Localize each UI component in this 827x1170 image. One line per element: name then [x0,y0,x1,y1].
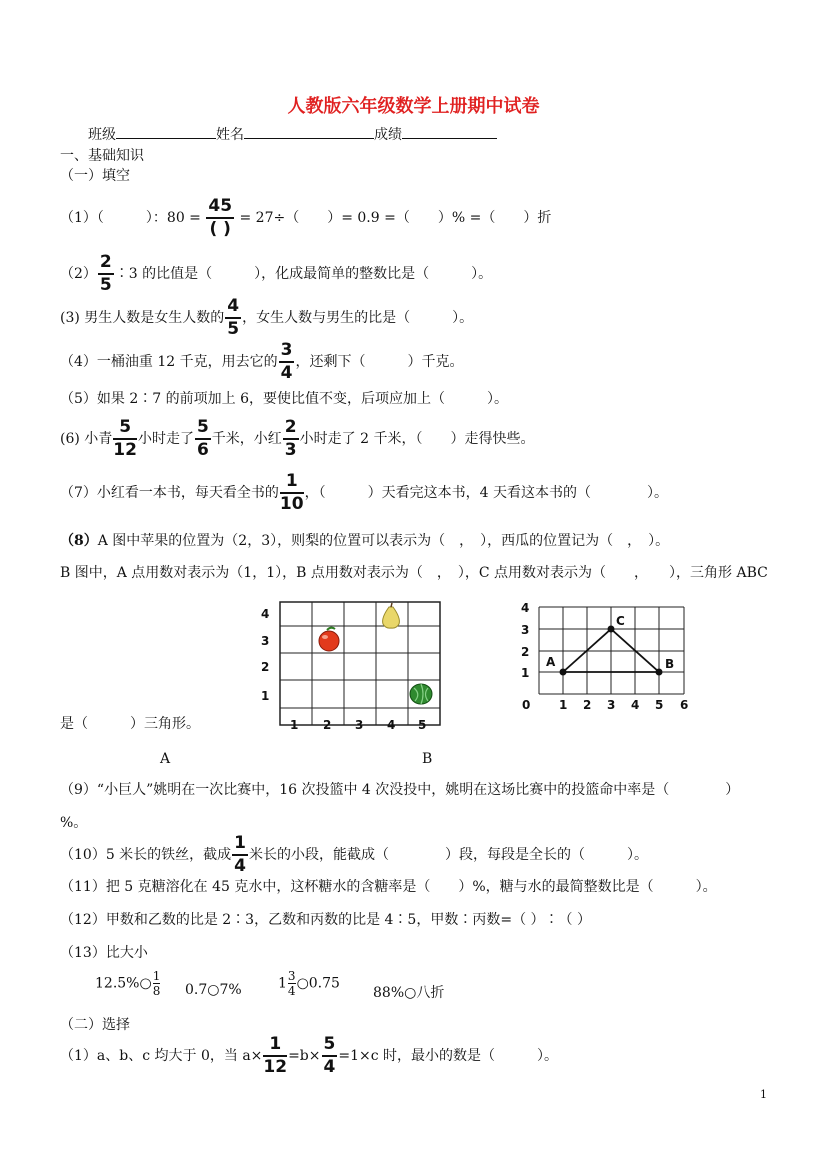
name-blank[interactable] [244,124,374,139]
grid-b-x-tick: 2 [583,698,592,712]
q2-fraction: $\frac{2}{5}$ [99,252,112,295]
page-title: 人教版六年级数学上册期中试卷 [287,96,540,117]
q3-fraction: $\frac{4}{5}$ [227,296,240,339]
q8-number: （8） [60,533,98,549]
caption-b: B [422,751,433,767]
grid-a-x-axis [290,718,450,732]
q7-text-b: ，（ ）天看完这本书，4 天看这本书的（ ）。 [304,485,668,501]
grid-b-x-tick: 0 [522,698,531,712]
grid-b-y-tick: 1 [521,666,530,680]
grid-b-x-tick: 1 [559,698,568,712]
question-5: （5）如果 2∶7 的前项加上 6，要使比值不变，后项应加上（ ）。 [60,391,508,407]
grid-b-x-tick: 4 [631,698,640,712]
choice1-fraction-2: $\frac{5}{4}$ [323,1034,336,1077]
point-b [656,669,663,676]
q1-text-a: （1）（ ）：80 = [60,210,201,226]
question-12: （12）甲数和乙数的比是 2∶3，乙数和丙数的比是 4∶5，甲数∶丙数=（ ）∶（ ） [60,912,591,928]
q6-text-a: (6) 小青 [60,431,113,447]
compare-4: 88%○八折 [373,985,445,1001]
grid-a-x-tick: 2 [323,718,332,732]
question-8-line-1 [60,531,669,551]
page-number: 1 [760,1088,767,1101]
q6-text-c: 千米，小红 [211,431,282,447]
grid-a-x-tick: 4 [387,718,396,732]
question-6 [60,419,534,459]
apple-icon [319,628,339,651]
q6-fraction-1: $\frac{5}{12}$ [113,417,137,460]
q6-text-d: 小时走了 2 千米，（ ）走得快些。 [299,431,535,447]
point-a-label: A [546,655,556,669]
choice1-text-b: =b× [288,1048,321,1064]
q6-fraction-2: $\frac{5}{6}$ [196,417,209,460]
q3-text-b: ，女生人数与男生的比是（ ）。 [242,310,474,326]
question-7 [60,473,668,513]
grid-b-x-tick: 5 [655,698,664,712]
question-4 [60,342,463,382]
grid-a-y-tick: 3 [261,634,270,648]
class-blank[interactable] [116,124,216,139]
question-13-comparisons [95,970,495,1010]
grid-a-x-tick: 3 [355,718,364,732]
grid-a-figure [255,598,445,738]
point-a [560,669,567,676]
question-2 [60,254,492,294]
q6-text-b: 小时走了 [137,431,194,447]
section-heading: 一、基础知识 [60,148,144,164]
grid-a-y-tick: 2 [261,660,270,674]
q10-text-b: 米长的小段，能截成（ ）段，每段是全长的（ ）。 [249,847,649,863]
q2-text-a: （2） [60,266,97,282]
grid-b-y-tick: 4 [521,601,530,615]
choice1-text-c: =1×c 时，最小的数是（ ）。 [338,1048,559,1064]
question-11: （11）把 5 克糖溶化在 45 克水中，这杯糖水的含糖率是（ ）%，糖与水的最简整数比是（ ）。 [60,879,717,895]
student-info-row [88,124,497,144]
watermelon-icon [410,684,432,704]
q7-text-a: （7）小红看一本书，每天看全书的 [60,485,279,501]
q1-text-b: = 27÷（ ）= 0.9 =（ ）% =（ ）折 [239,210,552,226]
question-9-line-2: %。 [60,815,88,831]
question-8-line-2: B 图中，A 点用数对表示为（1，1），B 点用数对表示为（ ， ），C 点用数对表示为（ ， ），三角形 ABC [60,565,768,581]
compare-3: 1 $\frac{3}{4}$ ○0.75 [278,969,340,998]
grid-a-lines [280,602,440,725]
question-9-line-1: （9）“小巨人”姚明在一次比赛中，16 次投篮中 4 次没投中，姚明在这场比赛中的投篮命中率是（ ） [60,782,740,798]
subsection-heading: （一）填空 [60,168,130,184]
point-c [608,626,615,633]
q2-text-b: ∶3 的比值是（ ），化成最简单的整数比是（ ）。 [114,266,493,282]
question-13-label: （13）比大小 [60,945,148,961]
point-c-label: C [616,614,625,628]
grid-b-y-tick: 3 [521,623,530,637]
question-3 [60,298,473,338]
grid-b-lines [539,607,684,694]
q8-text-1: A 图中苹果的位置为（2，3），则梨的位置可以表示为（ ， ），西瓜的位置记为（ ， ）。 [97,533,670,549]
grid-b-x-tick: 6 [680,698,689,712]
grid-a-y-tick: 4 [261,607,270,621]
q7-fraction: $\frac{1}{10}$ [279,471,304,514]
point-b-label: B [665,657,675,671]
class-label: 班级 [88,127,116,143]
pear-icon [383,603,400,628]
grid-b-figure [512,600,702,715]
grid-b-x-tick: 3 [607,698,616,712]
grid-a-x-tick: 5 [418,718,427,732]
score-blank[interactable] [402,124,497,139]
caption-a: A [160,751,171,767]
subsection-choice-heading: （二）选择 [60,1017,130,1033]
compare-1: 12.5%○ $\frac{1}{8}$ [95,969,161,998]
question-1 [60,198,551,238]
q6-fraction-3: $\frac{2}{3}$ [284,417,297,460]
grid-b-y-tick: 2 [521,645,530,659]
score-label: 成绩 [374,127,402,143]
question-8-line-3: 是（ ）三角形。 [60,716,200,732]
q4-text-b: ，还剩下（ ）千克。 [295,354,464,370]
grid-a-y-tick: 1 [261,689,270,703]
q10-text-a: （10）5 米长的铁丝，截成 [60,847,232,863]
compare-2: 0.7○7% [185,982,242,998]
choice-question-1 [60,1036,558,1076]
choice1-text-a: （1）a、b、c 均大于 0，当 a× [60,1048,263,1064]
question-10 [60,835,648,875]
q1-fraction: $\frac{45}{( )}$ [208,196,233,239]
q10-fraction: $\frac{1}{4}$ [234,833,247,876]
name-label: 姓名 [216,127,244,143]
q3-text-a: (3) 男生人数是女生人数的 [60,310,225,326]
grid-a-y-ticks [261,607,269,703]
grid-a-x-tick: 1 [290,718,299,732]
q4-fraction: $\frac{3}{4}$ [280,340,293,383]
q4-text-a: （4）一桶油重 12 千克，用去它的 [60,354,278,370]
choice1-fraction-1: $\frac{1}{12}$ [263,1034,288,1077]
